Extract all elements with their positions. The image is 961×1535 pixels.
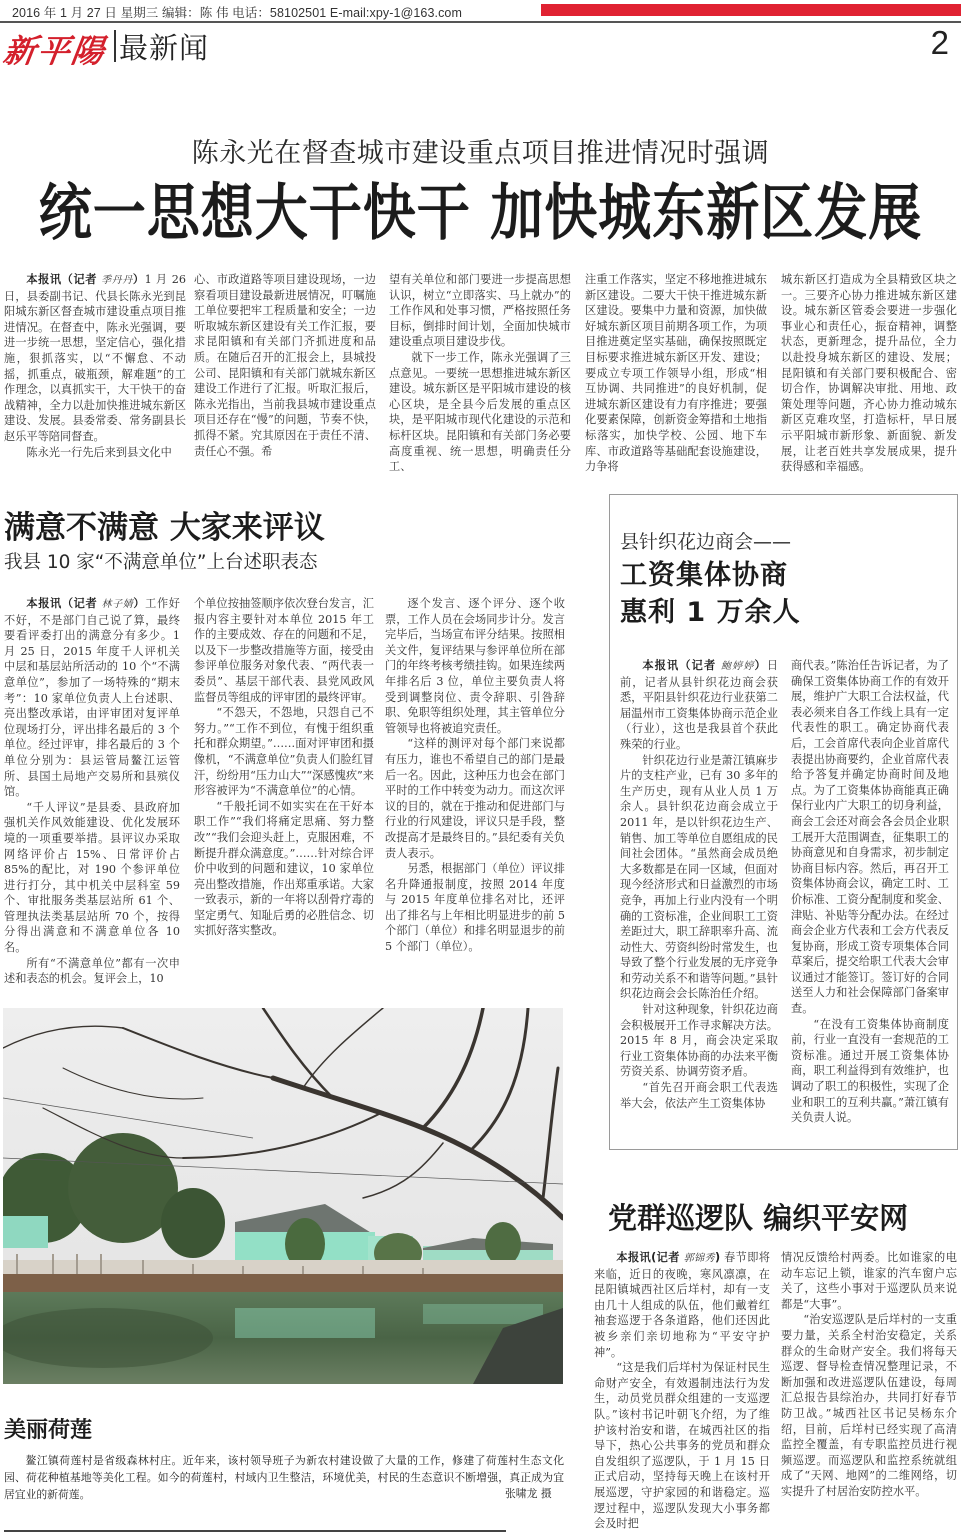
paragraph: 商代表。”陈治任告诉记者，为了确保工资集体协商工作的有效开展，维护广大职工合法权益，代表必须来自各工作线上具有一定代表性的职工。确定协商代表后，工会首席代表向企业首席代表提出协商要约，企业首席代表给予答复并确定协商时间及地点。为了工资集体协商能真正确保行业内广大职工的切身利益，商会工会还对商会各会员企业职工展开大范围调查，征集职工的协商意见和自身需求，初步制定协商目标内容。然后，再召开工资集体协商会议，确定工时、工价标准、工资分配制度和奖金、津贴、补贴等分配办法。在经过商会企业方代表和工会方代表反复协商，形成工资专项集体合同草案后，提交给职工代表大会审议通过才能签订。签订好的合同送至人力和社会保障部门备案审查。 bbox=[791, 659, 949, 1016]
paragraph: 心、市政道路等项目建设现场，一边察看项目建设最新进展情况，叮嘱施工单位要把牢工程质量和安全；一边听取城东新区建设有关工作汇报，要求昆阳镇和有关部门齐抓进度和品质。在随后召开的汇报会上，县城投公司、昆阳镇和有关部门就城东新区建设工作进行了汇报。听取汇报后，陈永光指出，当前我县城市建设重点项目还存在“慢”的问题，节奏不快，抓得不紧。究其原因在于责任不清、责任心不强。希 bbox=[194, 273, 376, 458]
paragraph: 个单位按抽签顺序依次登台发言，汇报内容主要针对本单位 2015 年工作的主要成效、存在的问题和不足，以及下一步整改措施等方面，接受由参评单位服务对象代表、“两代表一委员”、基层干部代表、县党风政风监督员等组成的评审团的最终评审。 bbox=[194, 597, 374, 704]
story4-column-2 bbox=[781, 1250, 957, 1500]
paragraph: “首先召开商会职工代表选举大会，依法产生工资集体协 bbox=[620, 1081, 778, 1110]
paragraph: 工作好不好，不是部门自己说了算，最终要看评委打出的满意分有多少。1 月 25 日，2015 年度千人评机关中层和基层站所活动的 10 个“不满意单位”，参加了一场特殊的“期末考”：10 家单位负责人上台述职、亮出整改承诺，由评审团对复评单位现场打分，评出排名最后的 3 个单位。经过评审，排名最后的 3 个单位分别为：县运管局鳌江运管所、县国土局地产交易所和县殡仪馆。 bbox=[4, 597, 180, 799]
photo-feature-title: 美丽荷莲 bbox=[4, 1418, 93, 1443]
paragraph: 1 月 26 日，县委副书记、代县长陈永光到昆阳城东新区督查城市建设重点项目推进情况。在督查中，陈永光强调，要进一步统一思想，坚定信心，强化措施，狠抓落实，以“不懈怠、不动摇，抓重点，破瓶颈，解难题”的工作理念，以真抓实干，大干快干的奋战精神，全力以赴加快推进城东新区建设、发展。县委常委、常务副县长赵乐平等陪同督查。 bbox=[4, 273, 186, 443]
accent-red-bar bbox=[541, 4, 961, 16]
lead-label: 本报讯（记者 bbox=[26, 273, 97, 286]
paragraph: 逐个发言、逐个评分、逐个收票，工作人员在会场同步计分。发言完毕后，当场宣布评分结果。按照相关文件，复评结果与参评单位所在部门的年终考核考绩挂钩。如果连续两年排名后 3 位，单位主要负责人将受到调整岗位、责令辞职、引咎辞职、免职等组织处理，其主管单位分管领导也将被追究责任。 bbox=[385, 597, 565, 735]
lead-story-headline: 统一思想大干快干 加快城东新区发展 bbox=[38, 178, 923, 249]
story2-column-1: 本报讯（记者 林子婧）工作好不好，不是部门自己说了算，最终要看评委打出的满意分有多少。1 月 25 日，2015 年度千人评机关中层和基层站所活动的 10 个“不满意单位”，参加了一场特殊的“期末考”：10 家单位负责人上台述职、亮出整改承诺，由评审团对复评单位现场打分，评出排名最后的 3 个单位。经过评审，排名最后的 3 个单位分别为：县运管局鳌江运管所、县国土局地产交易所和县殡仪馆。 “千人评议”是县委、县政府加强机关作风效能建设、优化发展环境的一项重要举措。县评议办采取网络评价占 15%、日常评价占 85%的配比，对 190 个参评单位进行打分，其中机关中层科室 59 个、审批服务类基层站所 61 个、管理执法类基层站所 70 个，按得分得出满意和不满意单位各 10 名。 所有“不满意单位”都有一次申述和表态的机会。复评会上，10 bbox=[4, 597, 180, 986]
byline: 季丹丹 bbox=[101, 275, 133, 286]
byline: 林子婧 bbox=[101, 599, 134, 610]
paragraph: 所有“不满意单位”都有一次申述和表态的机会。复评会上，10 bbox=[4, 956, 180, 986]
paragraph: 注重工作落实，坚定不移地推进城东新区建设。二要大干快干推进城东新区建设。要集中力量和资源，加快做好城东新区项目前期各项工作，为项目推进奠定坚实基础，确保按照既定目标要求推进城东新区开发、建设；要成立专项工作领导小组，形成“相互协调、共同推进”的良好机制，促进城东新区建设有力有序推进；要强化要素保障，创新资金筹措和土地指标落实，加快学校、公园、地下车库、市政道路等基础配套设施建设，力争将 bbox=[585, 273, 767, 474]
paragraph: 针对这种现象，针织花边商会积极展开工作寻求解决方法。2015 年 8 月，商会决定采取行业工资集体协商的办法来平衡劳资关系、协调劳资矛盾。 bbox=[620, 1003, 778, 1079]
header-rule bbox=[0, 21, 961, 23]
story3-headline-line1: 工资集体协商 bbox=[620, 560, 788, 591]
page-header-bar bbox=[0, 0, 961, 21]
paragraph: “千般托词不如实实在在干好本职工作”“我们将痛定思痛、努力整改”“我们会迎头赶上，克服困难，不断提升群众满意度。”……针对综合评价中收到的问题和建议，10 家单位亮出整改措施，作出郑重承诺。大家一致表示，新的一年将以刮骨疗毒的坚定勇气、知耻后勇的必胜信念、切实抓好落实整改。 bbox=[194, 799, 374, 938]
story2-column-2 bbox=[194, 596, 374, 939]
paragraph: “在没有工资集体协商制度前，行业一直没有一套规范的工资标准。通过开展工资集体协商，职工利益得到有效维护，也调动了职工的积极性，实现了企业和职工的互利共赢。”萧江镇有关负责人说。 bbox=[791, 1017, 949, 1125]
bottom-rule bbox=[4, 1530, 506, 1532]
masthead-divider bbox=[114, 30, 116, 62]
byline: 郭锦秀 bbox=[683, 1253, 715, 1264]
story4-headline: 党群巡逻队 编织平安网 bbox=[608, 1201, 909, 1235]
lead-story-kicker: 陈永光在督查城市建设重点项目推进情况时强调 bbox=[191, 138, 770, 169]
issue-meta-line: 2016 年 1 月 27 日 星期三 编辑：陈 伟 电话：58102501 E-mail:xpy-1@163.com bbox=[12, 6, 462, 20]
story2-column-3 bbox=[385, 596, 565, 955]
paragraph: 就下一步工作，陈永光强调了三点意见。一要统一思想推进城东新区建设。城东新区是平阳城市建设的核心区块，是全县今后发展的重点区块，是平阳城市现代化建设的示范和标杆区块。昆阳镇和有关部门务必要高度重视、统一思想，明确责任分工、 bbox=[389, 350, 571, 474]
masthead bbox=[0, 24, 961, 70]
story3-kicker: 县针织花边商会—— bbox=[620, 531, 792, 553]
lead-story-column-2 bbox=[194, 272, 376, 459]
story3-column-2 bbox=[791, 658, 949, 1126]
paragraph: “治安巡逻队是后垟村的一支重要力量，关系全村治安稳定，关系群众的生命财产安全。我们将每天巡逻、督导检查情况整理记录，不断加强和改进巡逻队伍建设，每周汇总报告县综治办，共同打好春节防卫战。”城西社区书记吴杨东介绍，目前，后垟村已经实现了高清监控全覆盖，有专职监控员进行视频巡逻。而巡逻队和监控系统就组成了“天网、地网”的二维网络，切实提升了村居治安防控水平。 bbox=[781, 1313, 957, 1498]
paragraph: 春节即将来临，近日的夜晚，寒风凛凛，在昆阳镇城西社区后垟村，却有一支由几十人组成的队伍，他们戴着红袖套巡逻于各条道路，他们还因此被乡亲们亲切地称为“平安守护神”。 bbox=[594, 1251, 770, 1359]
story3-column-1: 本报讯（记者 鲍婷婷）日前，记者从县针织花边商会获悉，平阳县针织花边行业获第二届温州市工资集体协商示范企业（行业），这也是我县首个获此殊荣的行业。 针织花边行业是萧江镇麻步片的支柱产业，已有 30 多年的生产历史，现有从业人员 1 万余人。县针织花边商会成立于 2011 年，是以针织花边生产、销售、加工等单位自愿组成的民间社会团体。“虽然商会成员绝大多数都是在同一区域，但面对现今经济形式和日益激烈的市场竞争，再加上行业内没有一个明确的工资标准，企业间职工工资差距过大，职工辞职率升高、流动性大、劳资纠纷时常发生，也导致了整个行业发展的无序竞争和劳动关系不和谐等问题。”县针织花边商会会长陈治任介绍。 针对这种现象，针织花边商会积极展开工作寻求解决方法。2015 年 8 月，商会决定采取行业工资集体协商的办法来平衡劳资关系、协调劳资矛盾。 “首先召开商会职工代表选举大会，依法产生工资集体协 bbox=[620, 659, 778, 1110]
paragraph: 针织花边行业是萧江镇麻步片的支柱产业，已有 30 多年的生产历史，现有从业人员 1 万余人。县针织花边商会成立于 2011 年，是以针织花边生产、销售、加工等单位自愿组成的民间社会团体。“虽然商会成员绝大多数都是在同一区域，但面对现今经济形式和日益激烈的市场竞争，再加上行业内没有一个明确的工资标准，企业间职工工资差距过大，职工辞职率升高、流动性大、劳资纠纷时常发生，也导致了整个行业发展的无序竞争和劳动关系不和谐等问题。”县针织花边商会会长陈治任介绍。 bbox=[620, 753, 778, 1001]
paragraph: “这样的测评对每个部门来说都有压力，谁也不希望自己的部门是最后一名。因此，这种压力也会在部门平时的工作中转变为动力。而这次评议的目的，就在于推动和促进部门与行业的行风建设，评议只是手段，整改提高才是最终目的。”县纪委有关负责人表示。 bbox=[385, 737, 565, 860]
story2-headline: 满意不满意 大家来评议 bbox=[4, 510, 325, 546]
paragraph: 另悉，根据部门（单位）评议排名升降通报制度，按照 2014 年度与 2015 年度单位排名对比，还评出了排名与上年相比明显进步的前 5 个部门（单位）和排名明显退步的前 5 个部门（单位）。 bbox=[385, 862, 565, 954]
riverside-village-photo bbox=[3, 1008, 563, 1384]
section-title: 最新闻 bbox=[119, 31, 210, 65]
lead-story-column-3 bbox=[389, 272, 571, 475]
story3-headline-line2: 惠利 1 万余人 bbox=[620, 597, 801, 628]
byline: 鲍婷婷 bbox=[721, 661, 755, 672]
page-number: 2 bbox=[930, 24, 949, 61]
paragraph: “这是我们后垟村为保证村民生命财产安全，有效遏制违法行为发生，动员党员群众组建的一支巡逻队。”该村书记叶朝飞介绍，为了维护该村治安和谐，在城西社区的指导下，热心公共事务的党员和群众自发组织了巡逻队，于 1 月 15 日正式启动，坚持每天晚上在该村开展巡逻，守护家园的和谐稳定。巡逻过程中，巡逻队发现大小事务都会及时把 bbox=[594, 1361, 770, 1531]
newspaper-logo: 新平陽 bbox=[1, 32, 109, 70]
paragraph: 城东新区打造成为全县精致区块之一。三要齐心协力推进城东新区建设。城东新区管委会要进一步强化事业心和责任心，振奋精神，调整状态，更新理念，提升品位，全力以赴投身城东新区的建设、发展；昆阳镇和有关部门要积极配合、密切合作，协调解决审批、用地、政策处理等问题，齐心协力推动城东新区克难攻坚，打造标杆，早日展示平阳城市新形象、新面貌、新发展，让老百姓共享发展成果，提升获得感和幸福感。 bbox=[781, 273, 957, 474]
paragraph: 日前，记者从县针织花边商会获悉，平阳县针织花边行业获第二届温州市工资集体协商示范企业（行业），这也是我县首个获此殊荣的行业。 bbox=[620, 659, 778, 751]
paragraph: 望有关单位和部门要进一步提高思想认识，树立“立即落实、马上就办”的工作作风和处事习惯，严格按照任务目标，倒排时间计划，全面加快城市建设重点项目建设步伐。 bbox=[389, 273, 571, 349]
lead-label: 本报讯（记者 bbox=[26, 597, 98, 610]
lead-story-column-5 bbox=[781, 272, 957, 475]
photo-caption: 鳌江镇荷莲村是省级森林村庄。近年来，该村领导班子为新农村建设做了大量的工作，修建了荷莲村生态文化园、荷花种植基地等美化工程。如今的荷莲村，村域内卫生整洁，环境优美，村民的生态意识不断增强，真正成为宜居宜业的新荷莲。 bbox=[4, 1454, 564, 1501]
lead-label: 本报讯（记者 bbox=[642, 659, 717, 672]
paragraph: 陈永光一行先后来到县文化中 bbox=[26, 445, 172, 459]
story2-subhead: 我县 10 家“不满意单位”上台述职表态 bbox=[4, 552, 318, 573]
lead-story-column-4 bbox=[585, 272, 767, 475]
paragraph: “不怨天，不怨地，只怨自己不努力。”“工作不到位，有愧于组织重托和群众期望。”……面对评审团和摄像机，“不满意单位”负责人们脸红冒汗，纷纷用“压力山大”“深感愧疚”来形容被评为“不满意单位”的心情。 bbox=[194, 706, 374, 798]
lead-story-column-1: 本报讯（记者 季丹丹）1 月 26 日，县委副书记、代县长陈永光到昆阳城东新区督查城市建设重点项目推进情况。在督查中，陈永光强调，要进一步统一思想，坚定信心，强化措施，狠抓落实，以“不懈怠、不动摇，抓重点，破瓶颈，解难题”的工作理念，以真抓实干，大干快干的奋战精神，全力以赴加快推进城东新区建设、发展。县委常委、常务副县长赵乐平等陪同督查。 陈永光一行先后来到县文化中 bbox=[4, 273, 186, 459]
paragraph: “千人评议”是县委、县政府加强机关作风效能建设、优化发展环境的一项重要举措。县评议办采取网络评价占 15%、日常评价占 85%的配比，对 190 个参评单位进行打分，其中机关中层科室 59 个、审批服务类基层站所 61 个、管理执法类基层站所 70 个，按得分得出满意和不满意单位各 10 名。 bbox=[4, 800, 180, 955]
photo-credit: 张啸龙 摄 bbox=[505, 1487, 552, 1500]
story4-column-1: 本报讯(记者 郭锦秀) 春节即将来临，近日的夜晚，寒风凛凛，在昆阳镇城西社区后垟村，却有一支由几十人组成的队伍，他们戴着红袖套巡逻于各条道路，他们还因此被乡亲们亲切地称为“平安守护神”。 “这是我们后垟村为保证村民生命财产安全，有效遏制违法行为发生，动员党员群众组建的一支巡逻队。”该村书记叶朝飞介绍，为了维护该村治安和谐，在城西社区的指导下，热心公共事务的党员和群众自发组织了巡逻队，于 1 月 15 日正式启动，坚持每天晚上在该村开展巡逻，守护家园的和谐稳定。巡逻过程中，巡逻队发现大小事务都会及时把 bbox=[594, 1251, 770, 1531]
paragraph: 情况反馈给村两委。比如谁家的电动车忘记上锁，谁家的汽车窗户忘关了，这些小事对于巡逻队员来说都是“大事”。 bbox=[781, 1251, 957, 1311]
lead-label: 本报讯(记者 bbox=[616, 1251, 680, 1264]
